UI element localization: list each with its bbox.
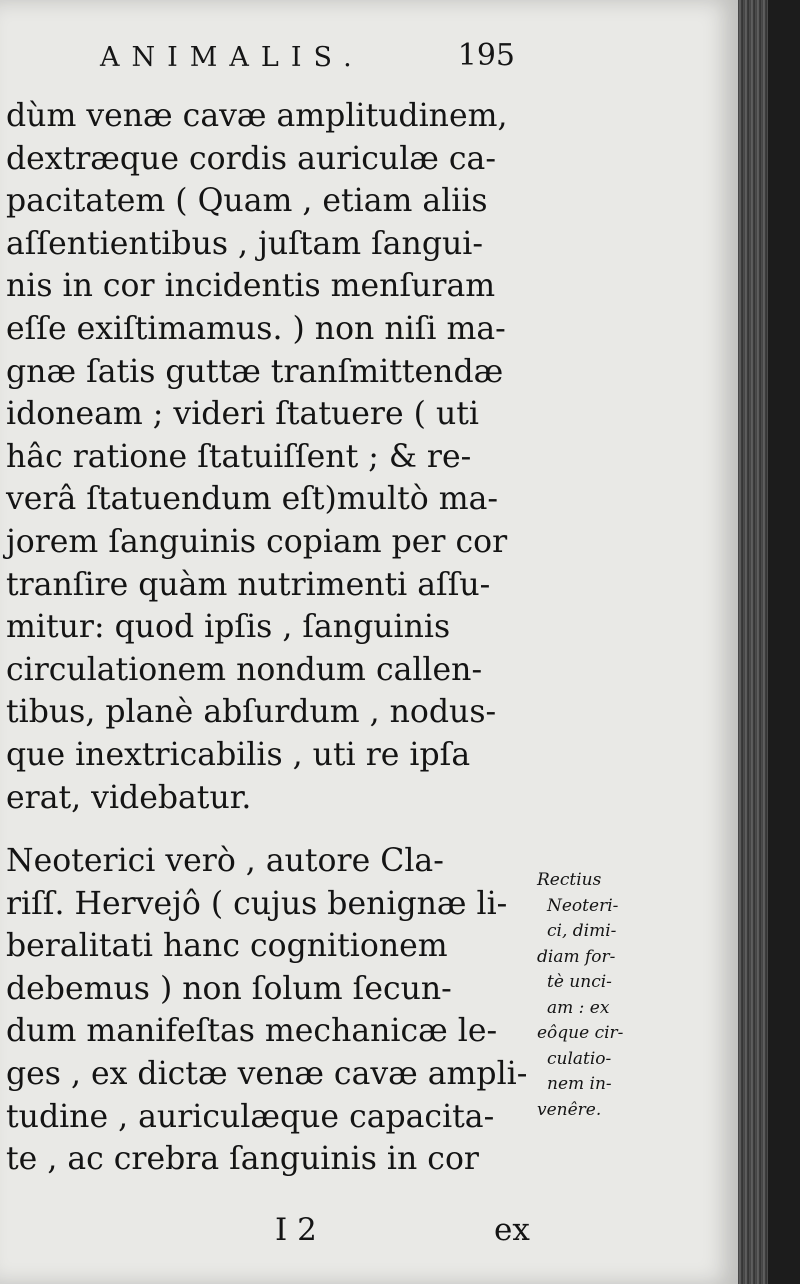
marginal-line: Rectius <box>537 870 602 890</box>
text-line: dextræque cordis auriculæ ca- <box>6 140 496 177</box>
marginal-line: ci, dimi- <box>547 921 617 941</box>
marginal-line: tè unci- <box>547 972 612 992</box>
marginal-line: nem in- <box>547 1074 612 1094</box>
text-line: tranſire quàm nutrimenti aſſu- <box>6 566 491 603</box>
marginal-line: diam for- <box>537 946 616 967</box>
text-line: aſſentientibus , juſtam ſangui- <box>6 225 484 262</box>
paragraph-2 <box>6 840 526 1181</box>
text-line: erat, videbatur. <box>6 779 252 816</box>
marginal-line: eôque cir- <box>537 1023 624 1043</box>
text-line: verâ ſtatuendum eſt)multò ma- <box>6 481 499 518</box>
catchword: ex <box>494 1212 530 1248</box>
paragraph-1 <box>6 95 526 819</box>
marginal-line: venêre. <box>537 1099 602 1120</box>
text-line: tudine , auriculæque capacita- <box>6 1098 495 1135</box>
page-header <box>100 38 515 78</box>
text-line: ges , ex dictæ venæ cavæ ampli- <box>6 1056 528 1093</box>
text-line: hâc ratione ſtatuiſſent ; & re- <box>6 438 472 475</box>
running-head: ANIMALIS. <box>100 42 364 73</box>
text-line: beralitati hanc cognitionem <box>6 928 448 965</box>
text-line: debemus ) non ſolum ſecun- <box>6 970 452 1007</box>
body-text <box>6 95 526 1181</box>
text-line: mitur: quod ipſis , ſanguinis <box>6 609 451 646</box>
text-line: pacitatem ( Quam , etiam aliis <box>6 183 488 220</box>
marginal-line: am : ex <box>547 997 610 1018</box>
text-line: gnæ ſatis guttæ tranſmittendæ <box>6 353 504 390</box>
text-line: circulationem nondum callen- <box>6 651 483 688</box>
signature-mark: I 2 <box>275 1212 317 1248</box>
text-line: tibus, planè abſurdum , nodus- <box>6 694 497 731</box>
text-line: te , ac crebra ſanguinis in cor <box>6 1141 479 1178</box>
text-line: eſſe exiſtimamus. ) non niſi ma- <box>6 310 506 347</box>
text-line: jorem ſanguinis copiam per cor <box>6 523 508 560</box>
marginal-line: culatio- <box>547 1048 612 1069</box>
book-edge-shadow <box>768 0 800 1284</box>
text-line: Neoterici verò , autore Cla- <box>6 843 444 880</box>
marginal-note <box>537 868 637 1123</box>
marginal-line: Neoteri- <box>547 895 619 916</box>
text-line: idoneam ; videri ſtatuere ( uti <box>6 396 479 433</box>
text-line: dum manifeſtas mechanicæ le- <box>6 1013 498 1050</box>
text-line: dùm venæ cavæ amplitudinem, <box>6 98 508 134</box>
page-number: 195 <box>457 38 515 73</box>
text-line: nis in cor incidentis menſuram <box>6 268 496 305</box>
text-line: riſſ. Hervejô ( cujus benignæ li- <box>6 885 508 922</box>
text-line: que inextricabilis , uti re ipſa <box>6 736 471 773</box>
